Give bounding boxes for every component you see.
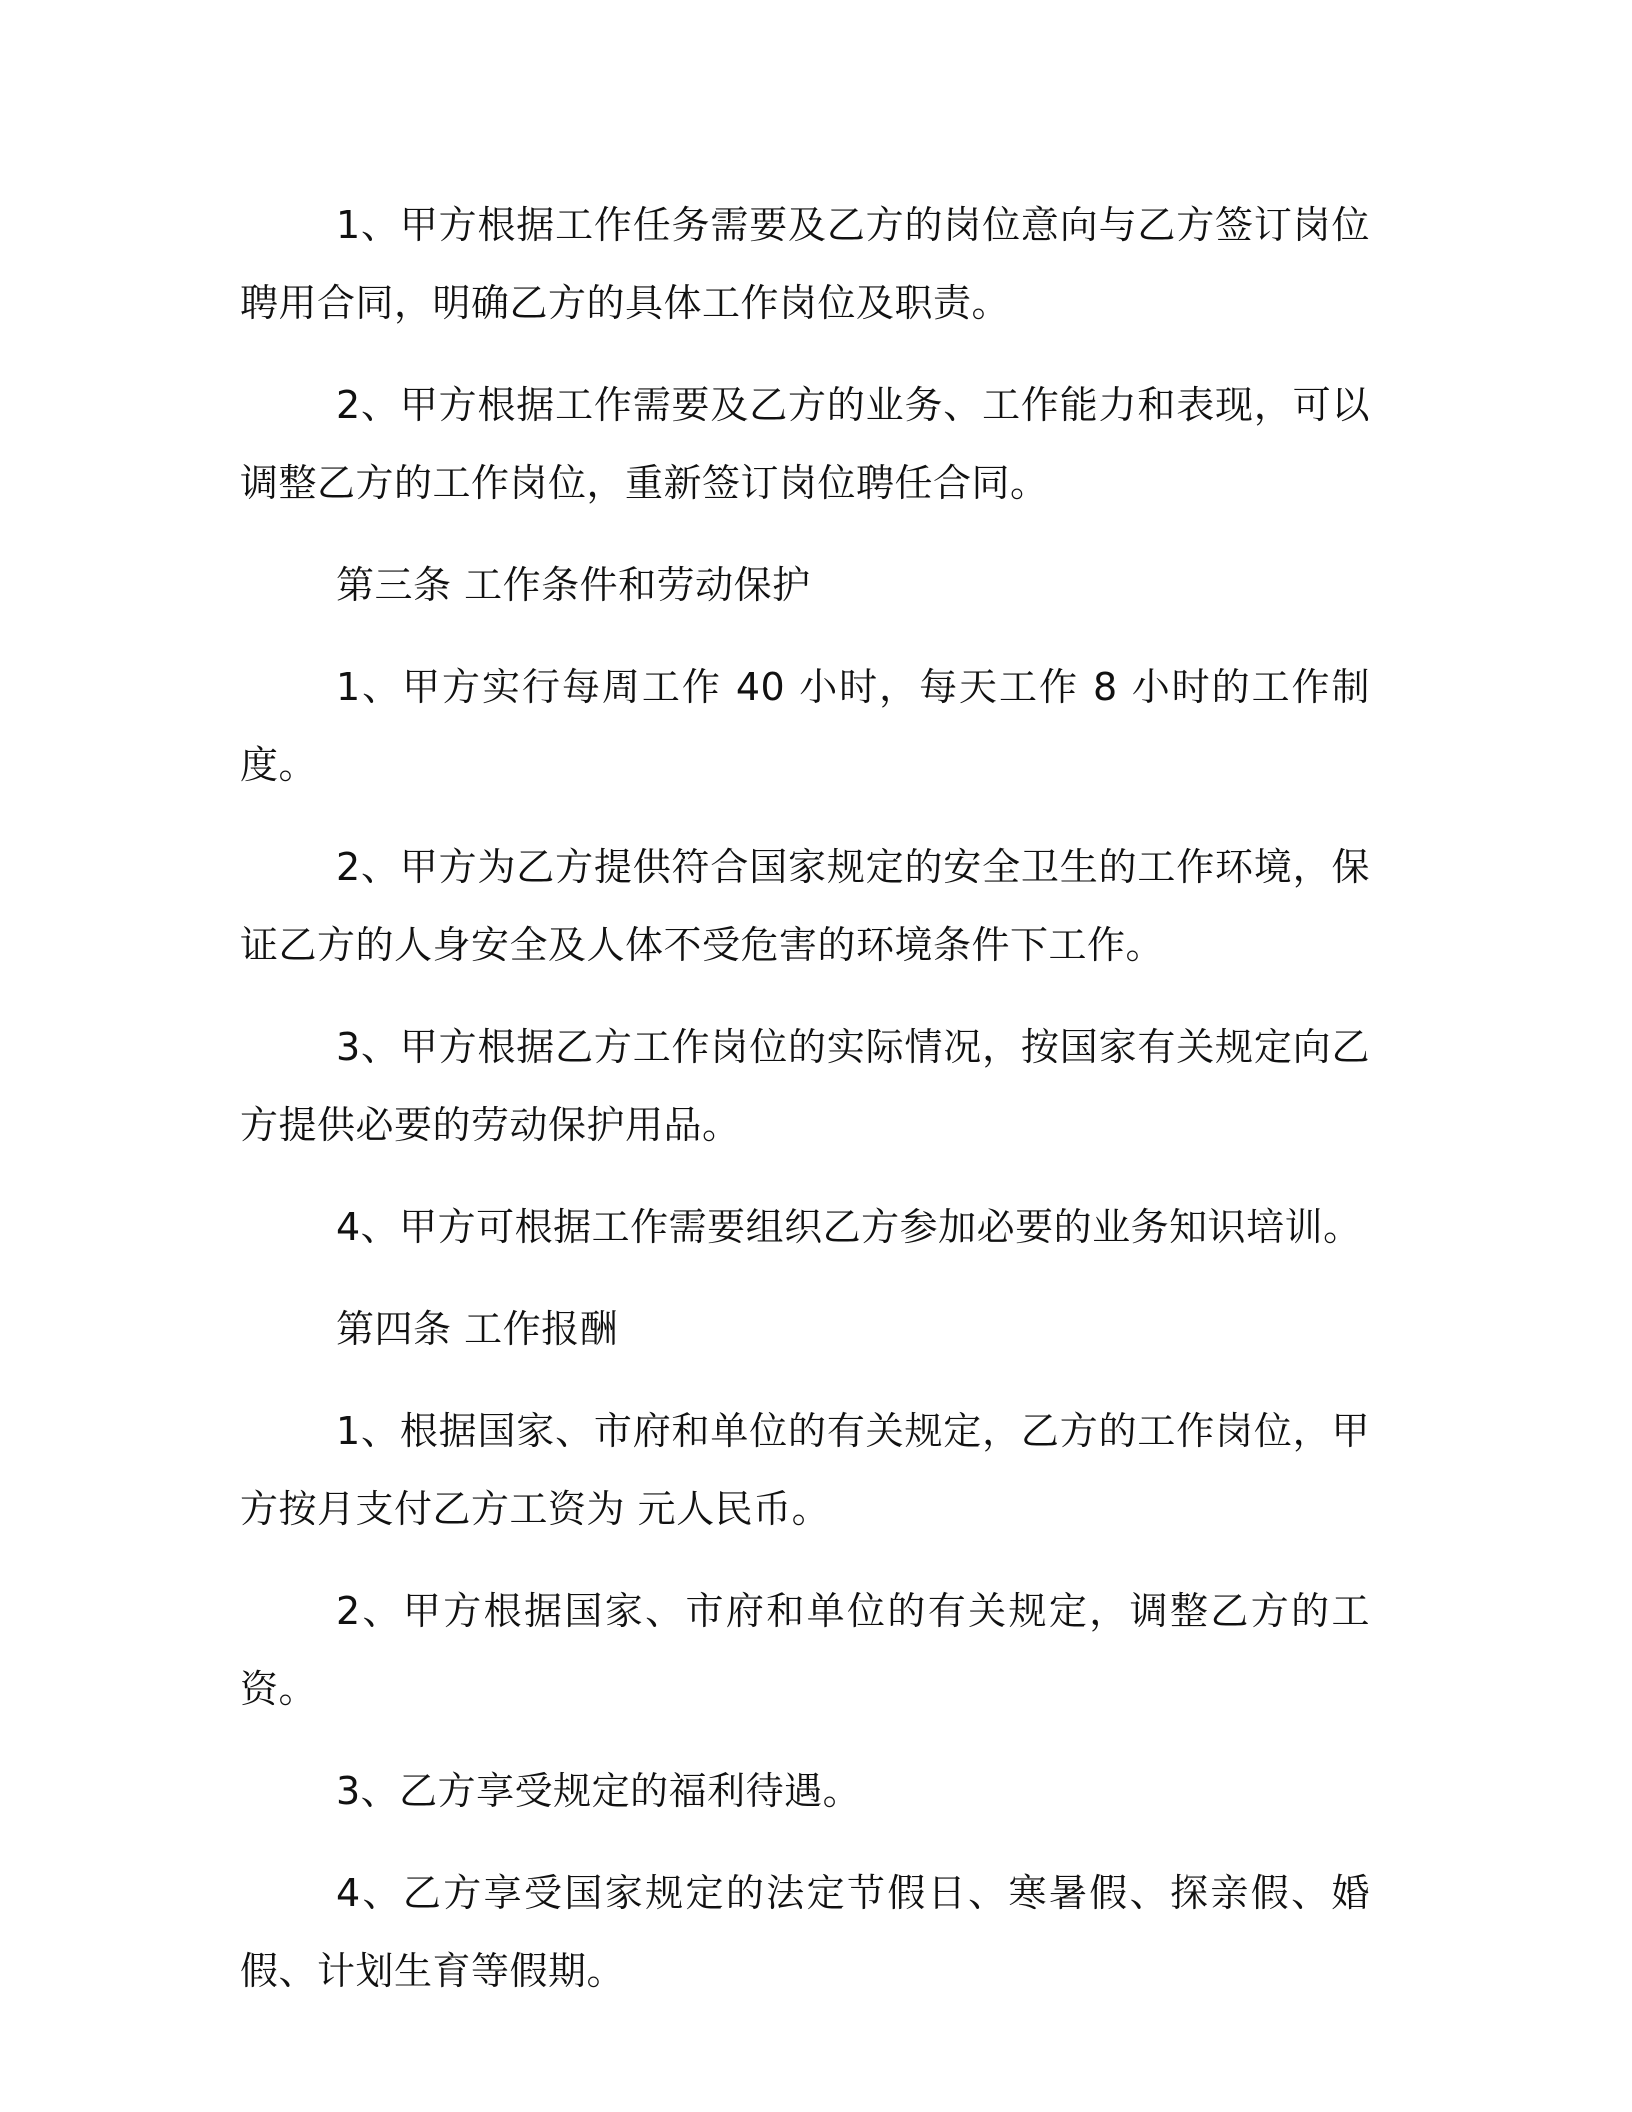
clause-paragraph: 2、甲方根据国家、市府和单位的有关规定，调整乙方的工资。 [240, 1589, 1370, 1711]
clause-paragraph: 1、根据国家、市府和单位的有关规定，乙方的工作岗位，甲方按月支付乙方工资为 元人民币。 [240, 1409, 1370, 1531]
clause-paragraph: 3、乙方享受规定的福利待遇。 [336, 1769, 862, 1813]
clause-paragraph: 1、甲方实行每周工作 40 小时，每天工作 8 小时的工作制度。 [240, 665, 1370, 787]
clause-paragraph: 1、甲方根据工作任务需要及乙方的岗位意向与乙方签订岗位聘用合同，明确乙方的具体工作岗位及职责。 [240, 203, 1370, 325]
section-heading: 第四条 工作报酬 [336, 1307, 619, 1351]
document-body [240, 186, 1370, 2034]
clause-paragraph: 2、甲方根据工作需要及乙方的业务、工作能力和表现，可以调整乙方的工作岗位，重新签订岗位聘任合同。 [240, 383, 1370, 505]
section-heading: 第三条 工作条件和劳动保护 [336, 563, 811, 607]
clause-paragraph: 4、乙方享受国家规定的法定节假日、寒暑假、探亲假、婚假、计划生育等假期。 [240, 1871, 1370, 1993]
clause-paragraph: 2、甲方为乙方提供符合国家规定的安全卫生的工作环境，保证乙方的人身安全及人体不受危害的环境条件下工作。 [240, 845, 1370, 967]
clause-paragraph: 3、甲方根据乙方工作岗位的实际情况，按国家有关规定向乙方提供必要的劳动保护用品。 [240, 1025, 1370, 1147]
clause-paragraph: 4、甲方可根据工作需要组织乙方参加必要的业务知识培训。 [336, 1205, 1362, 1249]
